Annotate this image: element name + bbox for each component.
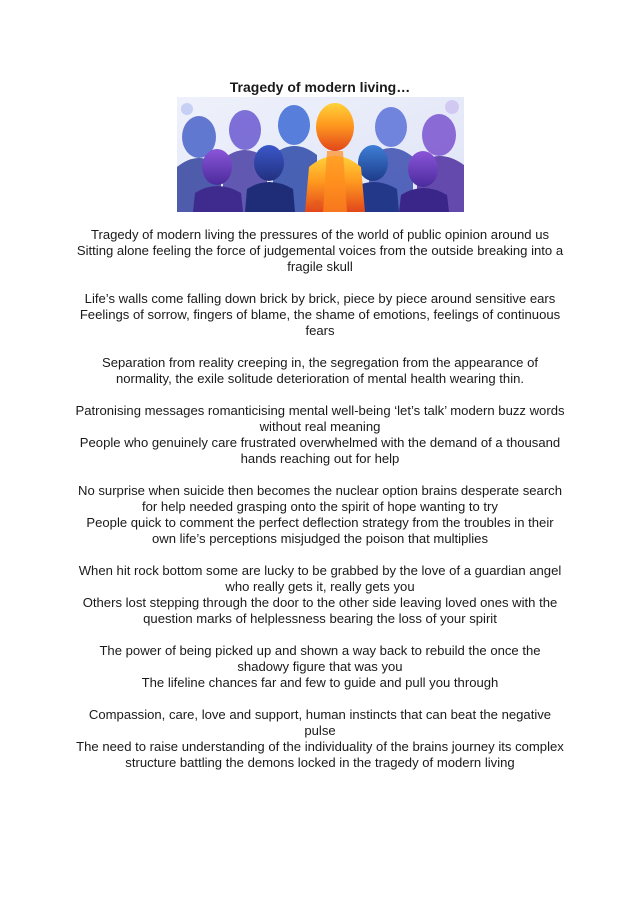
poem-line: Separation from reality creeping in, the segregation from the appearance of normality, the exile solitude deterioration of mental health wearing thin. — [102, 355, 538, 386]
poem-stanza — [74, 563, 566, 627]
poem-line: The lifeline chances far and few to guide and pull you through — [141, 675, 499, 690]
poem-line: Patronising messages romanticising mental well-being ‘let’s talk’ modern buzz words without real meaning — [75, 403, 565, 434]
poem-stanza — [74, 291, 566, 339]
page-title: Tragedy of modern living… — [229, 79, 411, 95]
poem-line: Compassion, care, love and support, human instincts that can beat the negative pulse — [88, 707, 552, 738]
poem-line: Feelings of sorrow, fingers of blame, the shame of emotions, feelings of continuous fears — [79, 307, 561, 338]
poem-line: Sitting alone feeling the force of judgemental voices from the outside breaking into a fragile skull — [76, 243, 564, 274]
poem-line: Life’s walls come falling down brick by brick, piece by piece around sensitive ears — [84, 291, 556, 306]
poem-line: The power of being picked up and shown a way back to rebuild the once the shadowy figure that was you — [99, 643, 541, 674]
poem-line: Others lost stepping through the door to the other side leaving loved ones with the question marks of helplessness bearing the loss of your spirit — [82, 595, 558, 626]
poem-line: People quick to comment the perfect deflection strategy from the troubles in their own life’s perceptions misjudged the poison that multiplies — [86, 515, 554, 546]
poem-body — [74, 227, 566, 787]
poem-stanza — [74, 355, 566, 387]
poem-stanza — [74, 227, 566, 275]
poem-stanza — [74, 483, 566, 547]
poem-stanza — [74, 403, 566, 467]
poem-line: The need to raise understanding of the individuality of the brains journey its complex structure battling the demons locked in the tragedy of modern living — [76, 739, 564, 770]
poem-stanza — [74, 707, 566, 771]
poem-line: People who genuinely care frustrated overwhelmed with the demand of a thousand hands reaching out for help — [79, 435, 561, 466]
poem-line: No surprise when suicide then becomes the nuclear option brains desperate search for help needed grasping onto the spirit of hope wanting to try — [77, 483, 563, 514]
poem-line: When hit rock bottom some are lucky to be grabbed by the love of a guardian angel who really gets it, really gets you — [78, 563, 562, 594]
poem-line: Tragedy of modern living the pressures of the world of public opinion around us — [90, 227, 550, 242]
watercolor-heads-image — [177, 97, 464, 212]
poem-stanza — [74, 643, 566, 691]
